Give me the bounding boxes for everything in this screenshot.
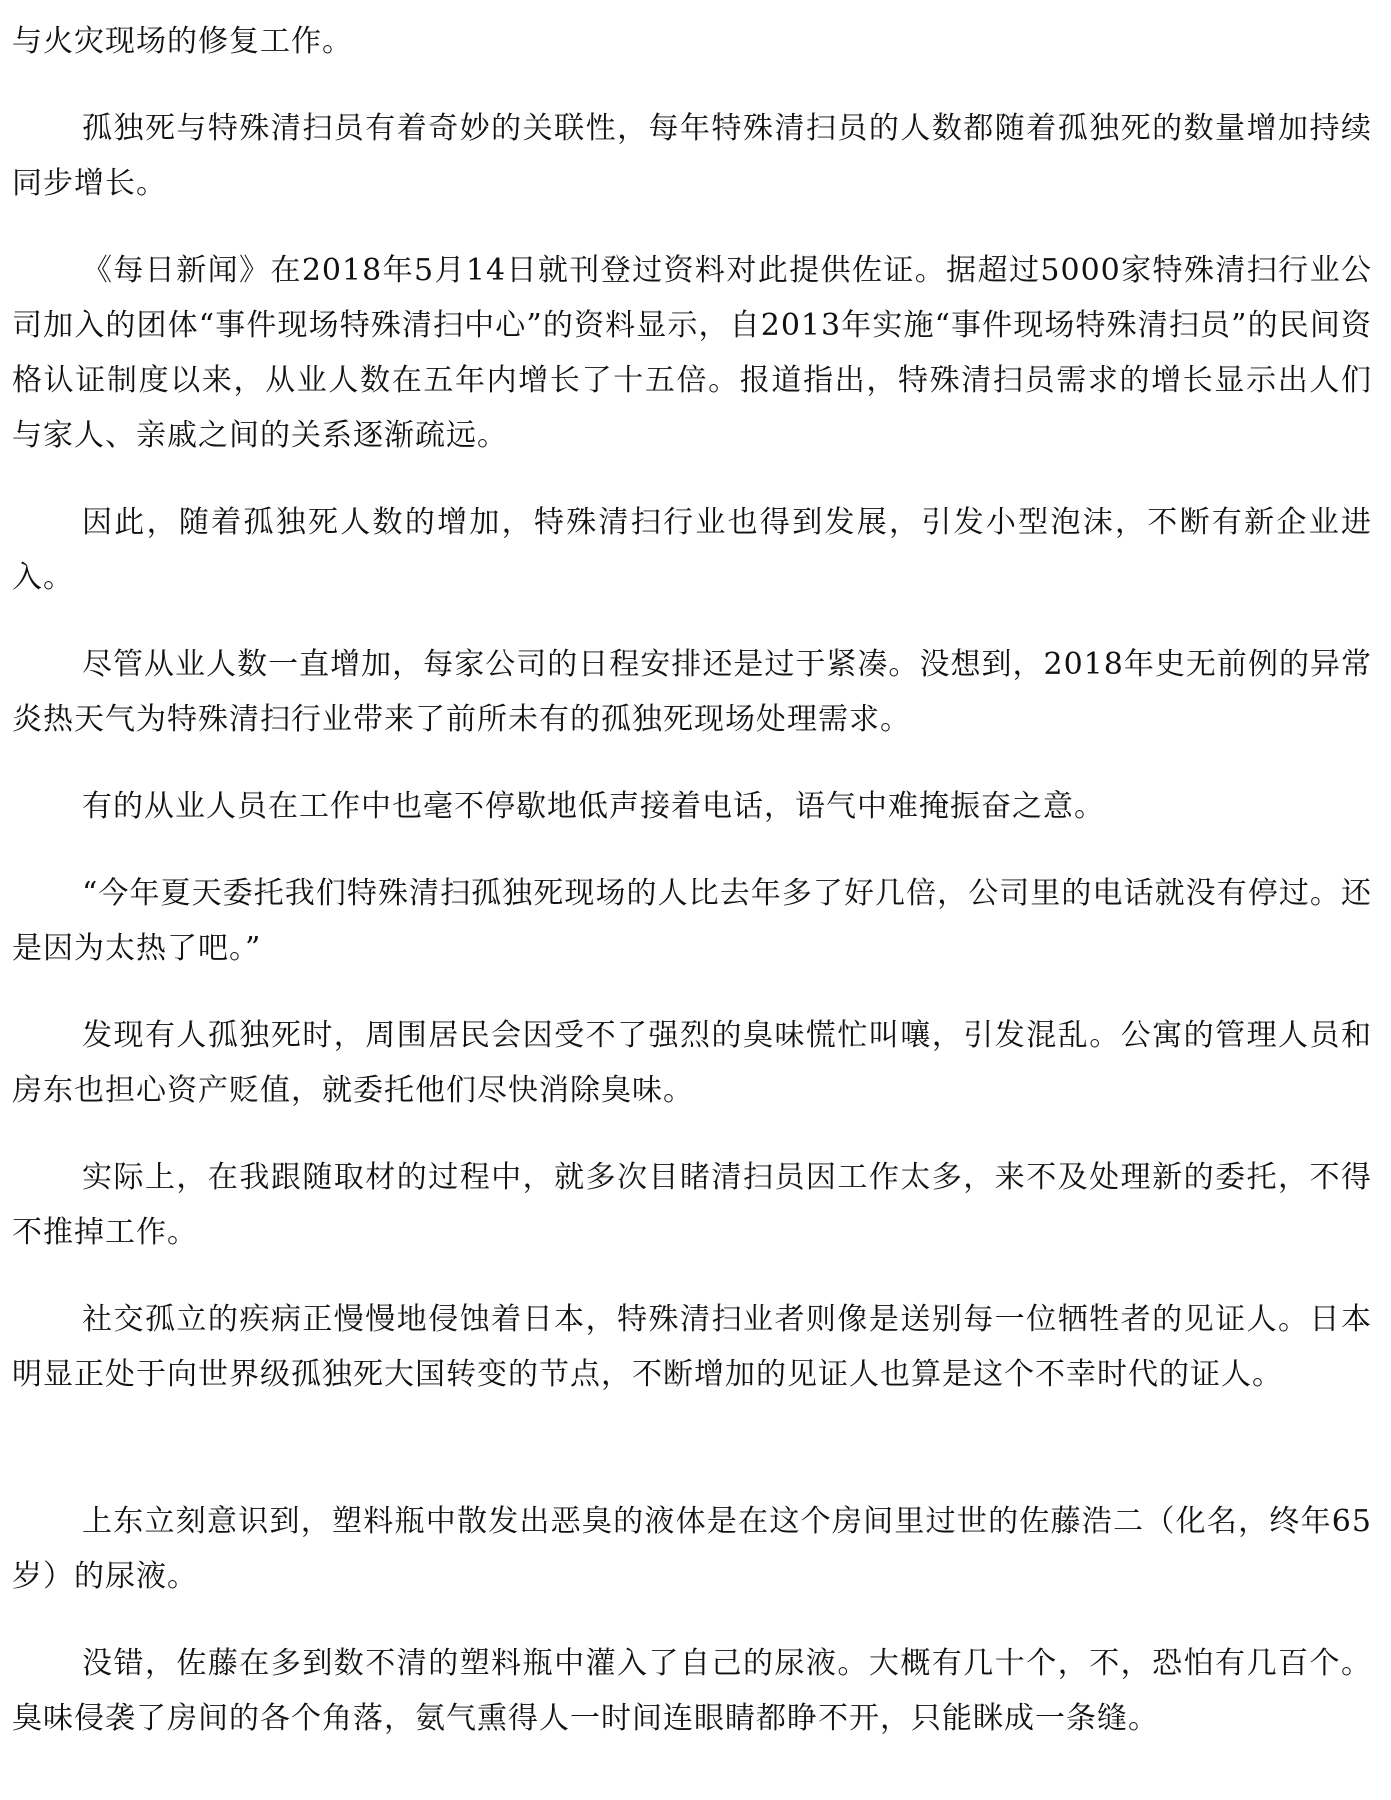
paragraph-7: “今年夏天委托我们特殊清扫孤独死现场的人比去年多了好几倍，公司里的电话就没有停过。还是因为太热了吧。” xyxy=(12,876,1372,966)
paragraph-5: 尽管从业人数一直增加，每家公司的日程安排还是过于紧凑。没想到，2018年史无前例的异常炎热天气为特殊清扫行业带来了前所未有的孤独死现场处理需求。 xyxy=(12,647,1372,737)
paragraph-11: 上东立刻意识到，塑料瓶中散发出恶臭的液体是在这个房间里过世的佐藤浩二（化名，终年65岁）的尿液。 xyxy=(12,1504,1372,1594)
paragraph-6: 有的从业人员在工作中也毫不停歇地低声接着电话，语气中难掩振奋之意。 xyxy=(82,789,1105,824)
paragraph-8: 发现有人孤独死时，周围居民会因受不了强烈的臭味慌忙叫嚷，引发混乱。公寓的管理人员和房东也担心资产贬值，就委托他们尽快消除臭味。 xyxy=(12,1018,1372,1108)
paragraph-2: 孤独死与特殊清扫员有着奇妙的关联性，每年特殊清扫员的人数都随着孤独死的数量增加持续同步增长。 xyxy=(12,111,1372,201)
paragraph-10: 社交孤立的疾病正慢慢地侵蚀着日本，特殊清扫业者则像是送别每一位牺牲者的见证人。日本明显正处于向世界级孤独死大国转变的节点，不断增加的见证人也算是这个不幸时代的证人。 xyxy=(12,1302,1372,1392)
paragraph-9: 实际上，在我跟随取材的过程中，就多次目睹清扫员因工作太多，来不及处理新的委托，不得不推掉工作。 xyxy=(12,1160,1372,1250)
paragraph-12: 没错，佐藤在多到数不清的塑料瓶中灌入了自己的尿液。大概有几十个，不，恐怕有几百个。臭味侵袭了房间的各个角落，氨气熏得人一时间连眼睛都睁不开，只能眯成一条缝。 xyxy=(12,1646,1372,1736)
paragraph-3: 《每日新闻》在2018年5月14日就刊登过资料对此提供佐证。据超过5000家特殊清扫行业公司加入的团体“事件现场特殊清扫中心”的资料显示，自2013年实施“事件现场特殊清扫员”的民间资格认证制度以来，从业人数在五年内增长了十五倍。报道指出，特殊清扫员需求的增长显示出人们与家人、亲戚之间的关系逐渐疏远。 xyxy=(12,253,1372,453)
paragraph-1: 与火灾现场的修复工作。 xyxy=(12,24,353,59)
paragraph-4: 因此，随着孤独死人数的增加，特殊清扫行业也得到发展，引发小型泡沫，不断有新企业进入。 xyxy=(12,505,1372,595)
